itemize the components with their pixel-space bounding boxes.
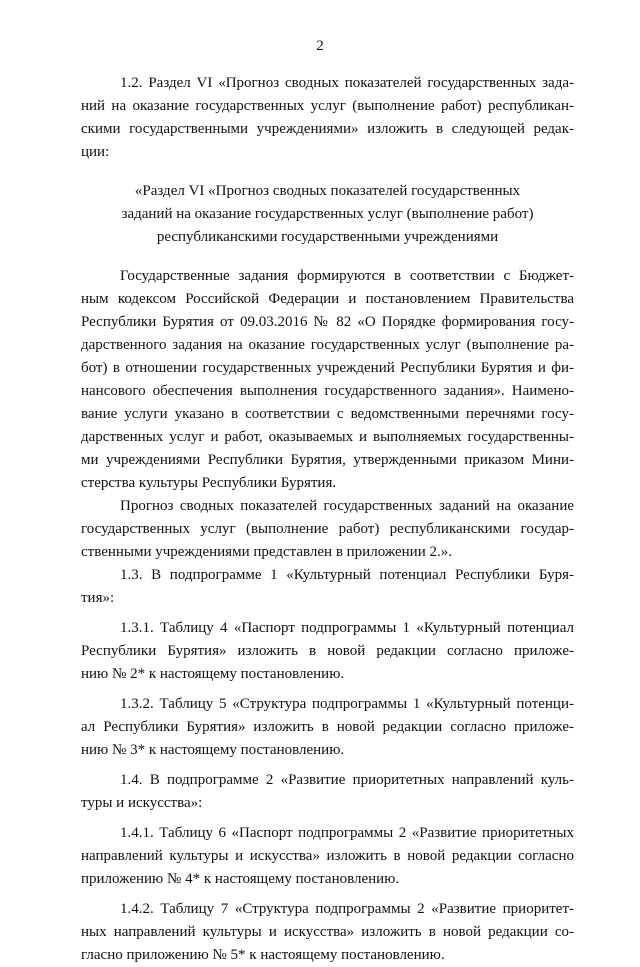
paragraph-1-4-2: [81, 898, 574, 967]
text-line: дарственных услуг и работ, оказываемых и выполняемых государственны-: [81, 429, 574, 445]
document-body: [81, 72, 574, 967]
text-line: тия»:: [81, 590, 115, 606]
text-line: Республики Бурятия» изложить в новой редакции согласно приложе-: [81, 643, 574, 659]
text-line: бот) в отношении государственных учреждений Республики Бурятия и фи-: [81, 360, 574, 376]
text-line: скими государственными учреждениями» изложить в следующей редак-: [81, 121, 574, 137]
text-line: 1.3.1. Таблицу 4 «Паспорт подпрограммы 1 «Культурный потенциал: [120, 620, 574, 636]
text-line: 1.4.2. Таблицу 7 «Структура подпрограммы 2 «Развитие приоритет-: [120, 901, 574, 917]
text-line: приложению № 4* к настоящему постановлению.: [81, 871, 400, 887]
text-line: ным кодексом Российской Федерации и постановлением Правительства: [81, 291, 574, 307]
text-line: 1.3. В подпрограмме 1 «Культурный потенциал Республики Буря-: [120, 567, 574, 583]
heading-line: заданий на оказание государственных услуг (выполнение работ): [121, 206, 534, 222]
text-line: 1.4.1. Таблицу 6 «Паспорт подпрограммы 2 «Развитие приоритетных: [120, 825, 574, 841]
paragraph-1-4-1: [81, 822, 574, 891]
paragraph-1-3-1: [81, 617, 574, 686]
section-heading: [81, 180, 574, 249]
text-line: 1.3.2. Таблицу 5 «Структура подпрограммы 1 «Культурный потенци-: [120, 696, 574, 712]
paragraph-forecast: [81, 495, 574, 564]
text-line: вание услуги указано в соответствии с ведомственными перечнями госу-: [81, 406, 574, 422]
text-line: ных направлений культуры и искусства» изложить в новой редакции со-: [81, 924, 574, 940]
text-line: ний на оказание государственных услуг (выполнение работ) республикан-: [81, 98, 574, 114]
paragraph-1-2: [81, 72, 574, 164]
text-line: Республики Бурятия от 09.03.2016 № 82 «О Порядке формирования госу-: [81, 314, 574, 330]
text-line: государственных услуг (выполнение работ) республиканскими государ-: [81, 521, 574, 537]
paragraph-1-3-2: [81, 693, 574, 762]
text-line: направлений культуры и искусства» изложить в новой редакции согласно: [81, 848, 574, 864]
text-line: гласно приложению № 5* к настоящему постановлению.: [81, 947, 445, 963]
text-line: нию № 2* к настоящему постановлению.: [81, 666, 345, 682]
paragraph-state-tasks: [81, 265, 574, 495]
text-line: ал Республики Бурятия» изложить в новой редакции согласно приложе-: [81, 719, 574, 735]
heading-line: республиканскими государственными учреждениями: [156, 229, 499, 245]
heading-line: «Раздел VI «Прогноз сводных показателей государственных: [134, 183, 521, 199]
text-line: нию № 3* к настоящему постановлению.: [81, 742, 345, 758]
page-number: 2: [316, 38, 324, 54]
text-line: ственными учреждениями представлен в приложении 2.».: [81, 544, 452, 560]
paragraph-1-3: [81, 564, 574, 610]
text-line: нансового обеспечения выполнения государственного задания». Наимено-: [81, 383, 574, 399]
text-line: Прогноз сводных показателей государственных заданий на оказание: [120, 498, 574, 514]
text-line: стерства культуры Республики Бурятия.: [81, 475, 337, 491]
paragraph-1-4: [81, 769, 574, 815]
text-line: дарственного задания на оказание государственных услуг (выполнение ра-: [81, 337, 574, 353]
text-line: ции:: [81, 144, 110, 160]
text-line: 1.2. Раздел VI «Прогноз сводных показателей государственных зада-: [120, 75, 574, 91]
text-line: туры и искусства»:: [81, 795, 203, 811]
text-line: Государственные задания формируются в соответствии с Бюджет-: [120, 268, 574, 284]
text-line: ми учреждениями Республики Бурятия, утвержденными приказом Мини-: [81, 452, 574, 468]
text-line: 1.4. В подпрограмме 2 «Развитие приоритетных направлений куль-: [120, 772, 574, 788]
